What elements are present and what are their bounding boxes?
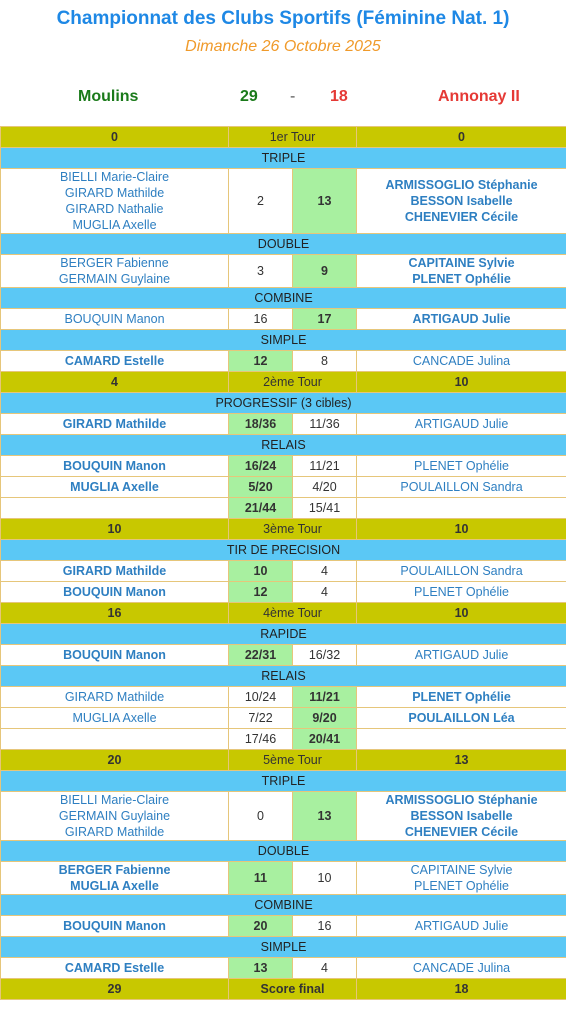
category-row — [1, 148, 566, 169]
match-row — [1, 414, 566, 435]
category-label: RAPIDE — [1, 624, 566, 645]
home-score: 22/31 — [229, 645, 293, 666]
category-row — [1, 895, 566, 916]
home-score: 0 — [229, 792, 293, 841]
home-player: BOUQUIN Manon — [1, 456, 229, 477]
away-total-score: 18 — [330, 88, 348, 105]
category-row — [1, 330, 566, 351]
away-score: 8 — [293, 351, 357, 372]
home-player: MUGLIA Axelle — [1, 477, 229, 498]
match-row — [1, 169, 566, 234]
away-relay-total: 15/41 — [293, 498, 357, 519]
home-final-score: 29 — [1, 979, 229, 1000]
away-players: ARMISSOGLIO Stéphanie BESSON Isabelle CHENEVIER Cécile — [357, 792, 566, 841]
away-player: POULAILLON Léa — [357, 708, 566, 729]
tour-row — [1, 127, 566, 148]
home-score: 2 — [229, 169, 293, 234]
relay-total-row — [1, 729, 566, 750]
away-score: 10 — [293, 862, 357, 895]
home-relay-total: 17/46 — [229, 729, 293, 750]
category-row — [1, 841, 566, 862]
match-row — [1, 958, 566, 979]
match-row — [1, 255, 566, 288]
home-score: 10/24 — [229, 687, 293, 708]
home-player: BOUQUIN Manon — [1, 645, 229, 666]
away-player: CANCADE Julina — [357, 958, 566, 979]
category-label: RELAIS — [1, 435, 566, 456]
match-row — [1, 645, 566, 666]
away-player: PLENET Ophélie — [357, 687, 566, 708]
home-player: BOUQUIN Manon — [1, 582, 229, 603]
away-players: ARMISSOGLIO Stéphanie BESSON Isabelle CHENEVIER Cécile — [357, 169, 566, 234]
home-tour-score: 0 — [1, 127, 229, 148]
away-score: 11/21 — [293, 687, 357, 708]
category-row — [1, 288, 566, 309]
away-final-score: 18 — [357, 979, 566, 1000]
category-label: PROGRESSIF (3 cibles) — [1, 393, 566, 414]
tour-row — [1, 519, 566, 540]
empty-cell — [357, 729, 566, 750]
away-score: 9 — [293, 255, 357, 288]
empty-cell — [357, 498, 566, 519]
category-row — [1, 540, 566, 561]
home-players: BERGER Fabienne MUGLIA Axelle — [1, 862, 229, 895]
final-score-row — [1, 979, 566, 1000]
results-table — [0, 126, 566, 1000]
home-score: 12 — [229, 351, 293, 372]
category-label: DOUBLE — [1, 841, 566, 862]
match-row — [1, 916, 566, 937]
empty-cell — [1, 729, 229, 750]
away-score: 9/20 — [293, 708, 357, 729]
away-player: POULAILLON Sandra — [357, 561, 566, 582]
tour-label: 1er Tour — [229, 127, 357, 148]
home-tour-score: 16 — [1, 603, 229, 624]
away-tour-score: 10 — [357, 519, 566, 540]
home-player: GIRARD Mathilde — [1, 414, 229, 435]
tour-row — [1, 372, 566, 393]
category-label: TRIPLE — [1, 771, 566, 792]
away-score: 4 — [293, 958, 357, 979]
away-player: ARTIGAUD Julie — [357, 645, 566, 666]
category-row — [1, 393, 566, 414]
home-total-score: 29 — [240, 88, 258, 105]
away-tour-score: 13 — [357, 750, 566, 771]
tour-label: 2ème Tour — [229, 372, 357, 393]
category-label: SIMPLE — [1, 937, 566, 958]
home-score: 10 — [229, 561, 293, 582]
away-score: 16 — [293, 916, 357, 937]
away-score: 11/36 — [293, 414, 357, 435]
home-score: 11 — [229, 862, 293, 895]
home-players: BERGER Fabienne GERMAIN Guylaine — [1, 255, 229, 288]
away-player: POULAILLON Sandra — [357, 477, 566, 498]
away-score: 16/32 — [293, 645, 357, 666]
category-row — [1, 624, 566, 645]
away-relay-total: 20/41 — [293, 729, 357, 750]
away-tour-score: 10 — [357, 372, 566, 393]
home-score: 18/36 — [229, 414, 293, 435]
home-score: 5/20 — [229, 477, 293, 498]
home-player: CAMARD Estelle — [1, 351, 229, 372]
match-row — [1, 561, 566, 582]
away-players: CAPITAINE Sylvie PLENET Ophélie — [357, 862, 566, 895]
home-tour-score: 10 — [1, 519, 229, 540]
home-score: 13 — [229, 958, 293, 979]
home-players: BIELLI Marie-Claire GIRARD Mathilde GIRARD Nathalie MUGLIA Axelle — [1, 169, 229, 234]
relay-total-row — [1, 498, 566, 519]
home-score: 16/24 — [229, 456, 293, 477]
away-score: 4 — [293, 561, 357, 582]
home-relay-total: 21/44 — [229, 498, 293, 519]
page-title: Championnat des Clubs Sportifs (Féminine Nat. 1) — [56, 8, 510, 29]
away-player: ARTIGAUD Julie — [357, 916, 566, 937]
empty-cell — [1, 498, 229, 519]
tour-row — [1, 750, 566, 771]
home-score: 3 — [229, 255, 293, 288]
away-tour-score: 0 — [357, 127, 566, 148]
category-row — [1, 937, 566, 958]
category-label: RELAIS — [1, 666, 566, 687]
category-row — [1, 435, 566, 456]
final-score-label: Score final — [229, 979, 357, 1000]
match-row — [1, 309, 566, 330]
match-row — [1, 477, 566, 498]
away-score: 11/21 — [293, 456, 357, 477]
home-player: CAMARD Estelle — [1, 958, 229, 979]
home-player: GIRARD Mathilde — [1, 561, 229, 582]
away-player: CANCADE Julina — [357, 351, 566, 372]
away-player: PLENET Ophélie — [357, 582, 566, 603]
away-team-name: Annonay II — [438, 88, 520, 105]
home-players: BIELLI Marie-Claire GERMAIN Guylaine GIRARD Mathilde — [1, 792, 229, 841]
match-row — [1, 792, 566, 841]
category-label: DOUBLE — [1, 234, 566, 255]
away-score: 13 — [293, 792, 357, 841]
score-separator: - — [290, 88, 296, 105]
match-date: Dimanche 26 Octobre 2025 — [185, 38, 381, 55]
away-score: 13 — [293, 169, 357, 234]
scoreline — [0, 82, 566, 112]
category-row — [1, 666, 566, 687]
category-label: SIMPLE — [1, 330, 566, 351]
away-tour-score: 10 — [357, 603, 566, 624]
away-score: 17 — [293, 309, 357, 330]
category-row — [1, 234, 566, 255]
match-row — [1, 582, 566, 603]
home-tour-score: 4 — [1, 372, 229, 393]
away-player: ARTIGAUD Julie — [357, 309, 566, 330]
home-player: BOUQUIN Manon — [1, 916, 229, 937]
match-row — [1, 351, 566, 372]
home-score: 20 — [229, 916, 293, 937]
home-player: GIRARD Mathilde — [1, 687, 229, 708]
home-player: BOUQUIN Manon — [1, 309, 229, 330]
away-score: 4/20 — [293, 477, 357, 498]
home-score: 12 — [229, 582, 293, 603]
tour-label: 5ème Tour — [229, 750, 357, 771]
category-label: TRIPLE — [1, 148, 566, 169]
home-player: MUGLIA Axelle — [1, 708, 229, 729]
tour-row — [1, 603, 566, 624]
match-row — [1, 456, 566, 477]
away-players: CAPITAINE Sylvie PLENET Ophélie — [357, 255, 566, 288]
match-row — [1, 708, 566, 729]
home-team-name: Moulins — [78, 88, 139, 105]
away-player: ARTIGAUD Julie — [357, 414, 566, 435]
match-row — [1, 687, 566, 708]
category-label: COMBINE — [1, 288, 566, 309]
home-score: 16 — [229, 309, 293, 330]
match-row — [1, 862, 566, 895]
home-tour-score: 20 — [1, 750, 229, 771]
away-player: PLENET Ophélie — [357, 456, 566, 477]
category-row — [1, 771, 566, 792]
tour-label: 4ème Tour — [229, 603, 357, 624]
tour-label: 3ème Tour — [229, 519, 357, 540]
category-label: TIR DE PRECISION — [1, 540, 566, 561]
home-score: 7/22 — [229, 708, 293, 729]
away-score: 4 — [293, 582, 357, 603]
match-header — [0, 0, 566, 112]
category-label: COMBINE — [1, 895, 566, 916]
